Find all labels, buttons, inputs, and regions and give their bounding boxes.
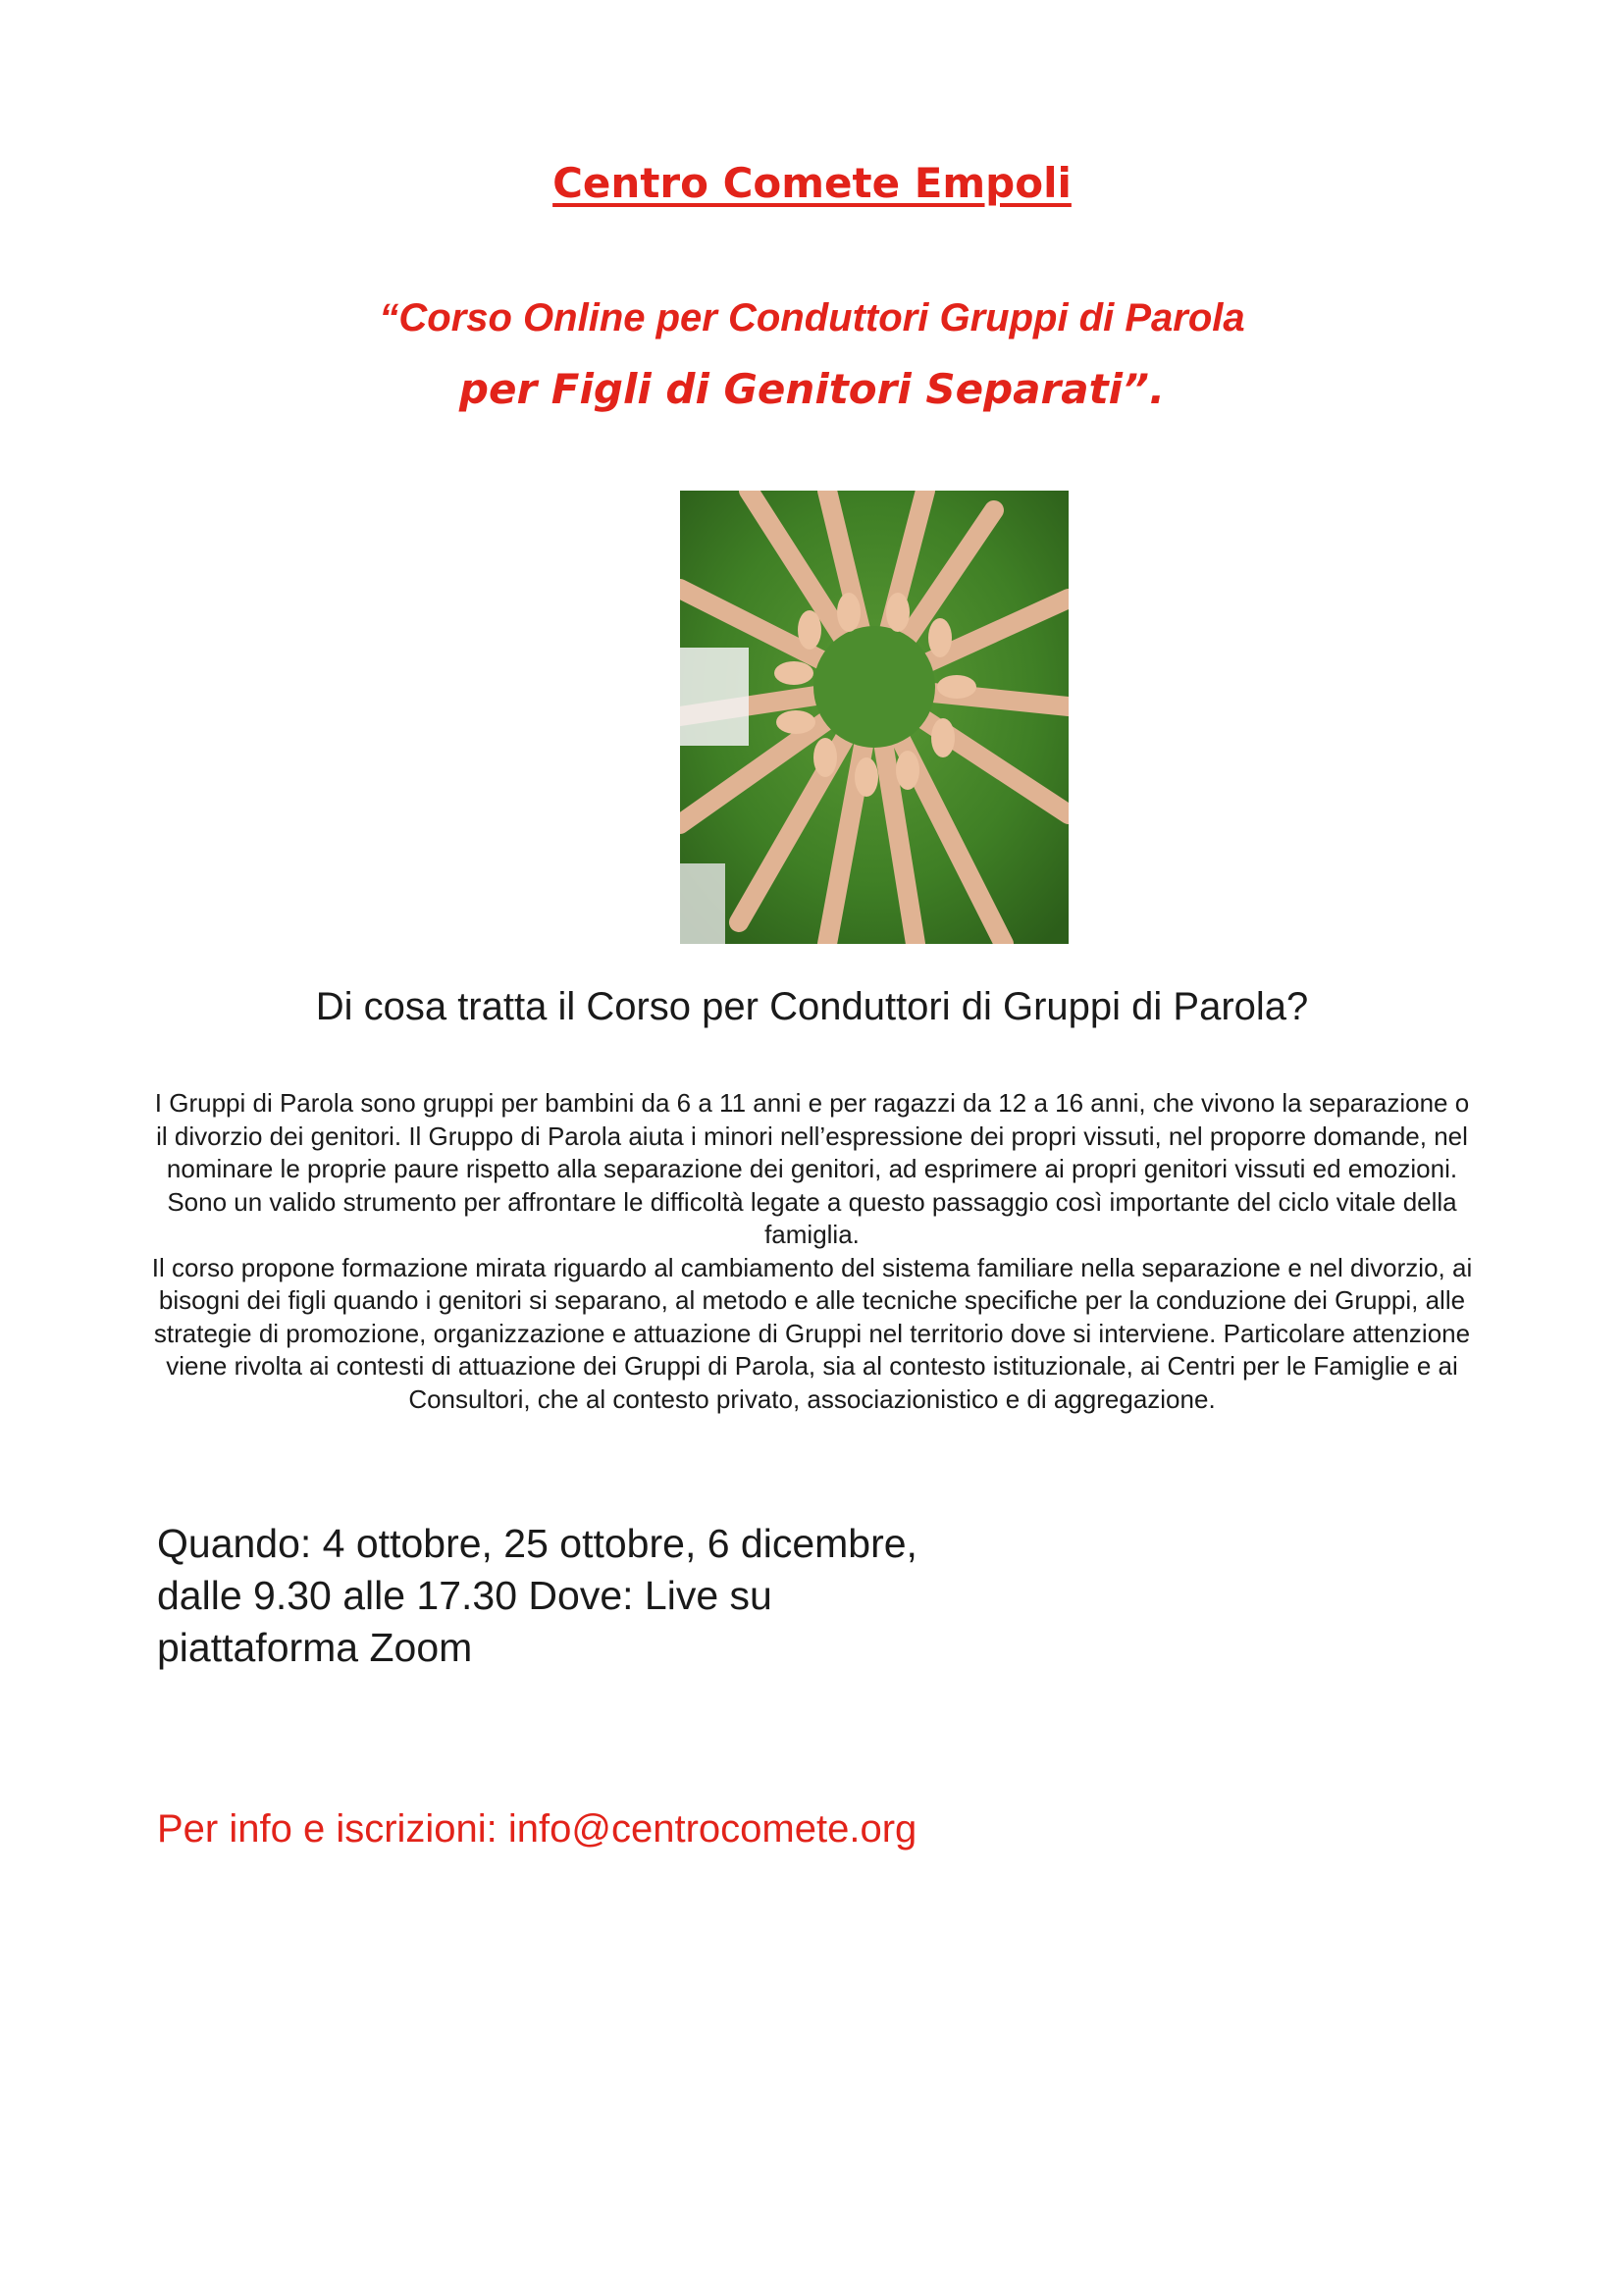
section-heading: Di cosa tratta il Corso per Conduttori di Gruppi di Parola? <box>315 985 1309 1028</box>
description-paragraph-2: Il corso propone formazione mirata riguardo al cambiamento del sistema familiare nella separazione e nel divorzio, ai bisogni dei figli quando i genitori si separano, al metodo e alle tecniche specifiche per la conduzione dei Gruppi, alle strategie di promozione, organizzazione e attuazione di Gruppi nel territorio dove si interviene. Particolare attenzione viene rivolta ai contesti di attuazione dei Gruppi di Parola, sia al contesto istituzionale, ai Centri per le Famiglie e ai Consultori, che al contesto privato, associazionistico e di aggregazione. <box>151 1252 1473 1414</box>
schedule-details <box>157 1518 1040 1674</box>
course-subtitle-line1: “Corso Online per Conduttori Gruppi di Parola <box>379 296 1245 339</box>
schedule-line-1: Quando: 4 ottobre, 25 ottobre, 6 dicembre, <box>157 1521 917 1566</box>
hands-circle-photo <box>680 491 1069 944</box>
contact-info: Per info e iscrizioni: info@centrocomete.org <box>157 1807 917 1851</box>
page-title: Centro Comete Empoli <box>552 159 1072 207</box>
course-subtitle-line2: per Figli di Genitori Separati”. <box>458 365 1166 413</box>
schedule-line-3: piattaforma Zoom <box>157 1625 473 1670</box>
description-paragraph-1: I Gruppi di Parola sono gruppi per bambini da 6 a 11 anni e per ragazzi da 12 a 16 anni, che vivono la separazione o il divorzio dei genitori. Il Gruppo di Parola aiuta i minori nell’espressione dei propri vissuti, nel proporre domande, nel nominare le proprie paure rispetto alla separazione dei genitori, ad esprimere ai propri genitori vissuti ed emozioni. Sono un valido strumento per affrontare le difficoltà legate a questo passaggio così importante del ciclo vitale della famiglia. <box>154 1088 1470 1249</box>
schedule-line-2: dalle 9.30 alle 17.30 Dove: Live su <box>157 1573 772 1618</box>
course-description <box>147 1087 1477 1416</box>
